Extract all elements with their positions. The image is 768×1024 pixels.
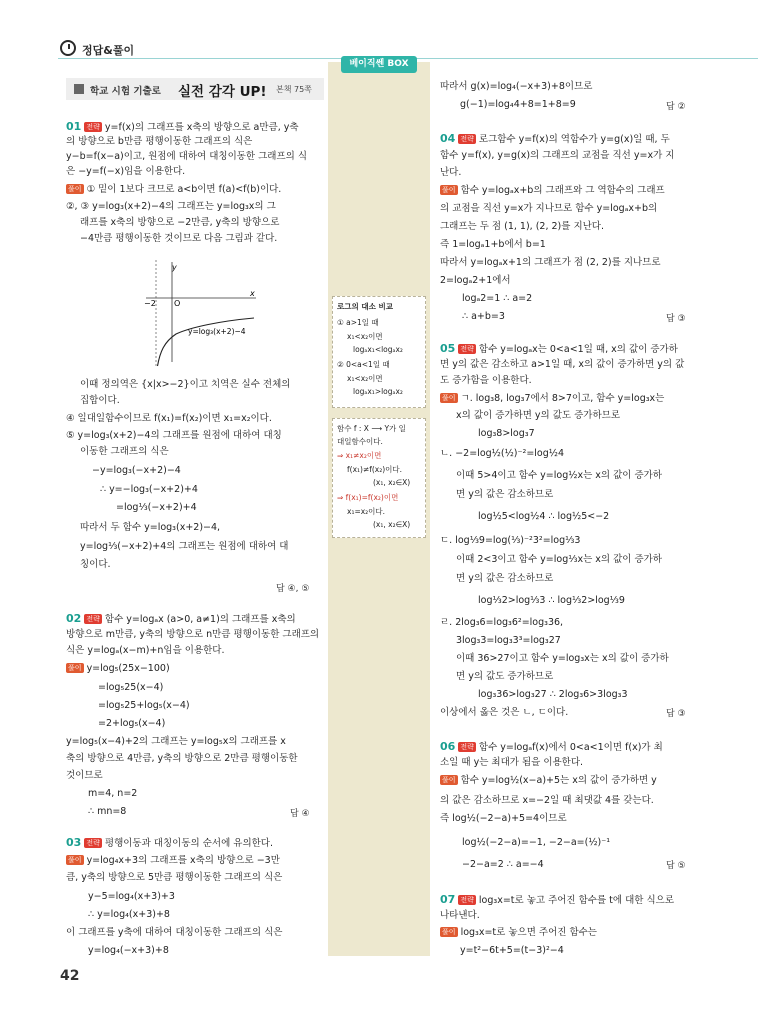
text-line: −4만큼 평행이동한 것이므로 다음 그림과 같다. [80,233,278,244]
solution-line: 풀이 ① 밑이 1보다 크므로 a<b이면 f(a)<f(b)이다. [68,184,282,195]
one-to-one-box [332,418,426,538]
problem-04-line: 04 전략 로그함수 y=f(x)의 역함수가 y=g(x)일 때, 두 [440,132,670,145]
text-line: 따라서 g(x)=log₄(−x+3)+8이므로 [440,81,593,92]
answer-02: 답 ④ [290,809,310,819]
text-line: 은 −y=f(−x)임을 이용한다. [66,166,186,177]
solution-line: 풀이 y=log₄x+3의 그래프를 x축의 방향으로 −3만 [68,855,280,866]
text-line: y−b=f(x−a)이고, 원점에 대하여 대칭이동한 그래프의 식 [66,151,308,162]
strategy-tag: 전략 [460,896,474,904]
notebook-icon [74,84,84,94]
strategy-tag: 전략 [86,839,100,847]
answer-01: 답 ④, ⑤ [276,584,310,594]
math-line: log⅓2>log⅓3 ∴ log⅓2>log⅓9 [478,595,625,606]
solution-tag: 풀이 [68,664,82,672]
math-line: ㄹ. 2log₃6=log₃6²=log₃36, [440,617,564,628]
box-row: ⇒ x₁≠x₂이면 [337,451,382,460]
text-line: 칭이다. [80,559,111,570]
problem-06-line: 06 전략 함수 y=logₐf(x)에서 0<a<1이면 f(x)가 최 [440,740,663,753]
solution-line: 풀이 log₃x=t로 놓으면 주어진 함수는 [442,927,597,938]
problem-number: 04 [440,132,456,145]
solution-tag: 풀이 [442,776,456,784]
text-line: 이때 5>4이고 함수 y=log½x는 x의 값이 증가하 [456,470,662,481]
text-line: 큼, y축의 방향으로 5만큼 평행이동한 그래프의 식은 [66,872,283,883]
math-line: ㄷ. log⅓9=log(⅓)⁻²3²=log⅓3 [440,535,581,546]
section-ref: 본책 75쪽 [276,85,312,94]
math-line: =2+log₅(x−4) [98,718,166,729]
text-line: 의 교점을 직선 y=x가 지나므로 함수 y=logₐx+b의 [440,203,658,214]
math-line: ㄴ. −2=log½(½)⁻²=log½4 [440,448,565,459]
text-line: 그래프는 두 점 (1, 1), (2, 2)를 지난다. [440,221,604,232]
math-line: ∴ a+b=3 [462,311,505,322]
math-line: =log₅25(x−4) [98,682,164,693]
text-line: 즉 1=logₐ1+b에서 b=1 [440,239,546,250]
math-line: =log₅25+log₅(x−4) [98,700,190,711]
text-line: 이동한 그래프의 식은 [80,446,169,457]
solution-tag: 풀이 [68,856,82,864]
text-line: 면 y의 값도 증가하므로 [456,671,554,682]
strategy-tag: 전략 [86,615,100,623]
text-line: 축의 방향으로 4만큼, y축의 방향으로 2만큼 평행이동한 [66,753,298,764]
math-line: y=log₄(−x+3)+8 [88,945,169,956]
box-row: ⇒ f(x₁)=f(x₂)이면 [337,493,399,502]
log-graph [136,258,260,370]
log-compare-box [332,296,426,408]
clock-icon [60,40,76,56]
graph-origin-label: O [174,299,181,308]
math-line: −y=log₃(−x+2)−4 [92,465,181,476]
text-line: 따라서 y=logₐx+1의 그래프가 점 (2, 2)를 지나므로 [440,257,661,268]
problem-05-line: 05 전략 함수 y=logₐx는 0<a<1일 때, x의 값이 증가하 [440,342,678,355]
answer-05: 답 ③ [666,709,686,719]
text-line: ⑤ y=log₃(x+2)−4의 그래프를 원점에 대하여 대칭 [66,430,282,441]
math-line: 3log₃3=log₃3³=log₃27 [456,635,561,646]
text-line: 이때 2<3이고 함수 y=log⅓x는 x의 값이 증가하 [456,554,662,565]
problem-02-line: 02 전략 함수 y=logₐx (a>0, a≠1)의 그래프를 x축의 [66,612,296,625]
box-row: ② 0<a<1일 때 [337,360,390,369]
math-line: log½5<log½4 ∴ log½5<−2 [478,511,610,522]
math-line: −2−a=2 ∴ a=−4 [462,859,544,870]
text-line: y=log⅓(−x+2)+4의 그래프는 원점에 대하여 대 [80,541,289,552]
graph-y-label: y [172,263,177,272]
problem-number: 05 [440,342,456,355]
box-title: 로그의 대소 비교 [337,302,393,311]
problem-number: 07 [440,893,456,906]
text-line: 방향으로 m만큼, y축의 방향으로 n만큼 평행이동한 그래프의 [66,629,320,640]
math-line: =log⅓(−x+2)+4 [116,502,197,513]
box-row: x₁<x₂이면 [347,374,383,383]
box-row: (x₁, x₂∈X) [373,478,411,487]
answer-06: 답 ⑤ [666,861,686,871]
text-line: 의 값은 감소하므로 x=−2일 때 최댓값 4를 갖는다. [440,795,654,806]
math-line: log½(−2−a)=−1, −2−a=(½)⁻¹ [462,837,611,848]
strategy-tag: 전략 [460,135,474,143]
strategy-tag: 전략 [460,743,474,751]
solution-tag: 풀이 [442,394,456,402]
text-line: 난다. [440,167,462,178]
box-row: f(x₁)≠f(x₂)이다. [347,465,403,474]
text-line: 의 방향으로 b만큼 평행이동한 그래프의 식은 [66,136,253,147]
text-line: 식은 y=logₐ(x−m)+n임을 이용한다. [66,645,225,656]
text-line: 2=logₐ2+1에서 [440,275,511,286]
problem-number: 03 [66,836,82,849]
box-row: 대일함수이다. [337,437,383,446]
math-line: g(−1)=log₄4+8=1+8=9 [460,99,576,110]
problem-number: 02 [66,612,82,625]
text-line: 이때 36>27이고 함수 y=log₃x는 x의 값이 증가하 [456,653,669,664]
graph-curve-label: y=log₃(x+2)−4 [188,327,246,336]
text-line: 것이므로 [66,770,103,781]
box-row: logₐx₁<logₐx₂ [353,345,403,354]
solution-tag: 풀이 [442,186,456,194]
problem-number: 01 [66,120,82,133]
problem-03-line: 03 전략 평행이동과 대칭이동의 순서에 유의한다. [66,836,273,849]
text-line: 나타낸다. [440,910,480,921]
problem-number: 06 [440,740,456,753]
text-line: 면 y의 값은 감소하므로 [456,573,554,584]
box-row: (x₁, x₂∈X) [373,520,411,529]
solution-line: 풀이 함수 y=logₐx+b의 그래프와 그 역함수의 그래프 [442,185,665,196]
solution-line: 풀이 함수 y=log½(x−a)+5는 x의 값이 증가하면 y [442,775,657,786]
strategy-tag: 전략 [460,345,474,353]
graph-x-label: x [250,289,255,298]
problem-07-line: 07 전략 log₃x=t로 놓고 주어진 함수를 t에 대한 식으로 [440,893,675,906]
section-title-bar [66,78,324,100]
section-title: 실전 감각 UP! [178,84,267,100]
math-line: m=4, n=2 [88,788,138,799]
text-line: 이때 정의역은 {x|x>−2}이고 치역은 실수 전체의 [80,379,291,390]
section-label: 학교 시험 기출로 [90,86,161,97]
header-title: 정답&풀이 [82,44,135,57]
math-line: ∴ mn=8 [88,806,127,817]
box-row: 함수 f : X ⟶ Y가 일 [337,424,406,433]
text-line: 함수 y=f(x), y=g(x)의 그래프의 교점을 직선 y=x가 지 [440,150,675,161]
basic-box-tab: 베이직쎈 BOX [341,56,417,73]
text-line: 이 그래프를 y축에 대하여 대칭이동한 그래프의 식은 [66,927,283,938]
solution-tag: 풀이 [442,928,456,936]
text-line: x의 값이 증가하면 y의 값도 증가하므로 [456,410,620,421]
math-line: logₐ2=1 ∴ a=2 [462,293,533,304]
box-row: x₁<x₂이면 [347,332,383,341]
text-line: 면 y의 값은 감소하고 a>1일 때, x의 값이 증가하면 y의 값 [440,359,685,370]
math-line: ∴ y=log₄(x+3)+8 [88,909,170,920]
text-line: 집합이다. [80,395,120,406]
text-line: 도 증가함을 이용한다. [440,375,532,386]
text-line: ②, ③ y=log₃(x+2)−4의 그래프는 y=log₃x의 그 [66,201,276,212]
math-line: log₃8>log₃7 [478,428,535,439]
solution-line: 풀이 y=log₅(25x−100) [68,663,170,674]
solution-line: 풀이 ㄱ. log₃8, log₃7에서 8>7이고, 함수 y=log₃x는 [442,393,665,404]
box-row: logₐx₁>logₐx₂ [353,387,403,396]
graph-minus2-label: −2 [144,299,156,308]
text-line: 면 y의 값은 감소하므로 [456,489,554,500]
problem-01-line: 01 전략 y=f(x)의 그래프를 x축의 방향으로 a만큼, y축 [66,120,299,133]
answer-03: 답 ② [666,102,686,112]
math-line: y=t²−6t+5=(t−3)²−4 [460,945,564,956]
text-line: 따라서 두 함수 y=log₃(x+2)−4, [80,522,221,533]
math-line: y−5=log₄(x+3)+3 [88,891,175,902]
math-line: ∴ y=−log₃(−x+2)+4 [100,484,198,495]
text-line: y=log₅(x−4)+2의 그래프는 y=log₅x의 그래프를 x [66,736,286,747]
text-line: 즉 log½(−2−a)+5=4이므로 [440,813,567,824]
box-row: ① a>1일 때 [337,318,379,327]
strategy-tag: 전략 [86,123,100,131]
text-line: 래프를 x축의 방향으로 −2만큼, y축의 방향으로 [80,217,280,228]
text-line: 소일 때 y는 최대가 됨을 이용한다. [440,757,584,768]
page-number: 42 [60,968,80,984]
text-line: ④ 일대일함수이므로 f(x₁)=f(x₂)이면 x₁=x₂이다. [66,413,272,424]
answer-04: 답 ③ [666,314,686,324]
box-row: x₁=x₂이다. [347,507,386,516]
text-line: 이상에서 옳은 것은 ㄴ, ㄷ이다. [440,707,569,718]
solution-tag: 풀이 [68,185,82,193]
math-line: log₃36>log₃27 ∴ 2log₃6>3log₃3 [478,689,628,700]
